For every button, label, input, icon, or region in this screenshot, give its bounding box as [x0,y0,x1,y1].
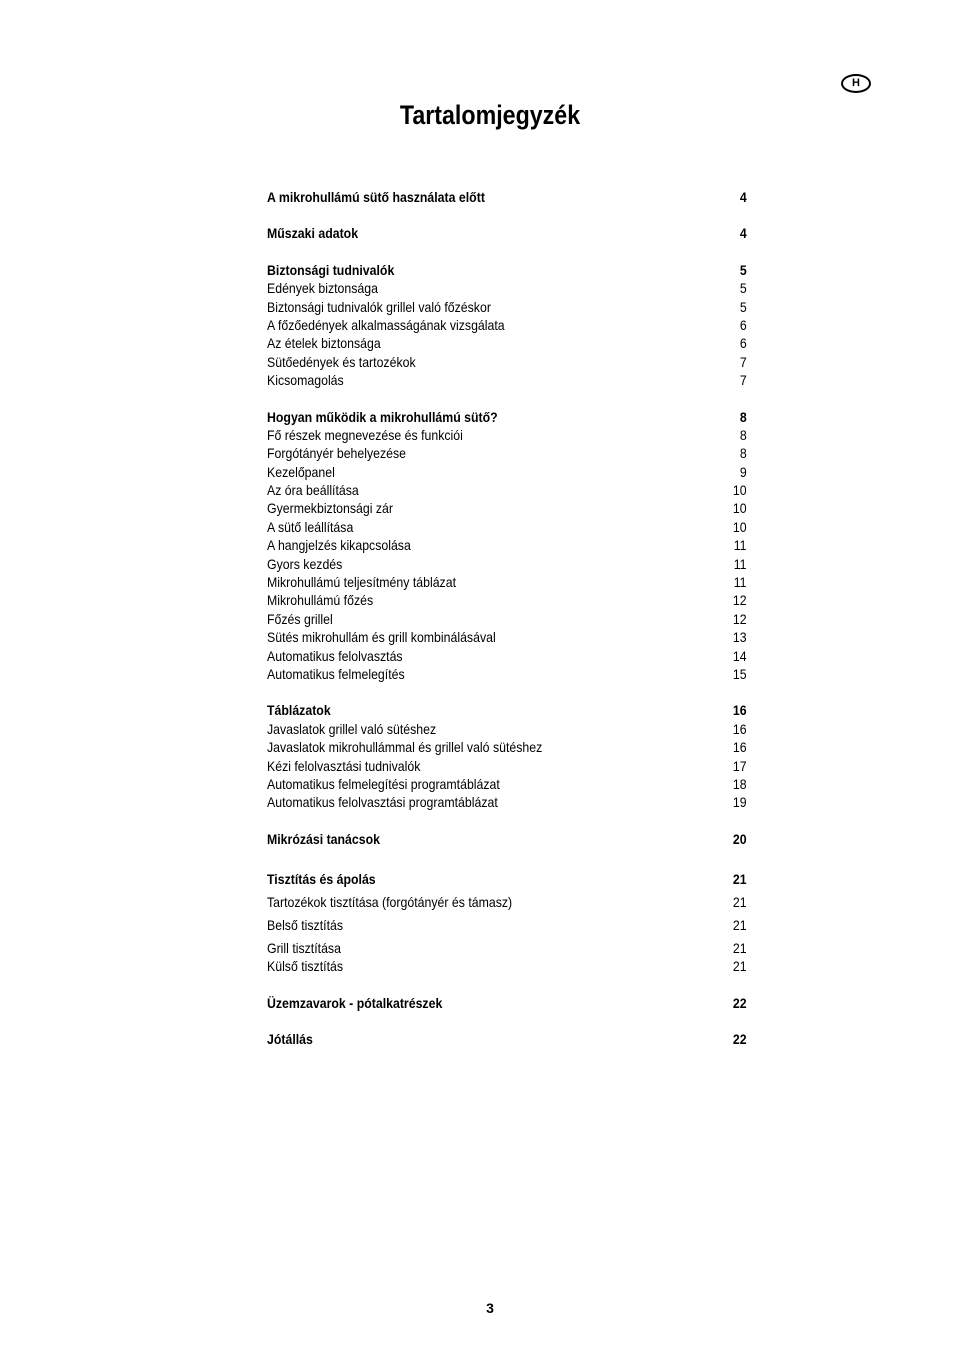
toc-entry-label: A sütő leállítása [267,518,354,535]
toc-entry-label: Tartozékok tisztítása (forgótányér és támasz) [267,894,513,910]
toc-entry[interactable] [267,481,747,499]
toc-entry[interactable] [267,444,747,462]
toc-entry-page: 16 [733,739,747,756]
toc-entry-page: 4 [740,225,747,242]
toc-entry-page: 5 [740,261,747,278]
toc-entry-label: Mikrózási tanácsok [267,830,380,847]
toc-entry-page: 8 [740,408,747,425]
toc-entry-page: 5 [740,280,747,297]
toc-entry[interactable] [267,426,747,444]
toc-entry[interactable] [267,757,747,775]
toc-entry[interactable] [267,957,747,975]
toc-entry-label: Automatikus felolvasztási programtáblázat [267,794,498,811]
toc-entry-label: Tisztítás és ápolás [267,871,376,888]
toc-entry-page: 8 [740,426,747,443]
toc-entry-page: 22 [733,1030,747,1047]
toc-entry-page: 6 [740,316,747,333]
page-title: Tartalomjegyzék [399,100,581,130]
toc-entry-page: 17 [733,757,747,774]
toc-entry-label: Táblázatok [267,702,331,719]
toc-entry-page: 18 [733,775,747,792]
toc-entry-page: 21 [733,894,747,910]
toc-entry[interactable] [267,775,747,793]
toc-entry-label: Belső tisztítás [267,916,344,933]
toc-entry-label: Sütés mikrohullám és grill kombinálásával [267,629,496,646]
toc-entry-page: 10 [733,482,747,499]
toc-entry[interactable] [267,893,747,911]
toc-entry-page: 9 [740,463,747,480]
toc-entry-label: Kézi felolvasztási tudnivalók [267,757,421,774]
toc-entry[interactable] [267,994,747,1012]
toc-entry[interactable] [267,738,747,756]
toc-entry[interactable] [267,701,747,719]
toc-entry-label: Automatikus felolvasztás [267,647,403,664]
toc-entry-page: 15 [733,665,747,682]
toc-entry[interactable] [267,334,747,352]
toc-entry-page: 13 [733,629,747,646]
toc-entry[interactable] [267,1030,747,1048]
toc-entry-page: 12 [733,610,747,627]
toc-entry-label: Forgótányér behelyezése [267,445,407,462]
toc-entry[interactable] [267,316,747,334]
toc-entry[interactable] [267,518,747,536]
toc-entry-label: Sütőedények és tartozékok [267,353,416,370]
toc-entry-page: 21 [733,939,747,956]
toc-entry-label: Mikrohullámú főzés [267,592,374,609]
toc-entry[interactable] [267,298,747,316]
toc-entry[interactable] [267,261,747,279]
toc-entry[interactable] [267,353,747,371]
toc-entry[interactable] [267,647,747,665]
toc-entry-label: Edények biztonsága [267,280,378,297]
toc-entry-label: Javaslatok mikrohullámmal és grillel való sütéshez [267,739,543,756]
toc-entry[interactable] [267,555,747,573]
toc-entry-label: Hogyan működik a mikrohullámú sütő? [267,408,498,425]
toc-entry[interactable] [267,870,747,888]
toc-entry[interactable] [267,665,747,683]
toc-entry-label: Biztonsági tudnivalók [267,261,395,278]
toc-entry-page: 7 [740,353,747,370]
toc-entry-label: Jótállás [267,1030,313,1047]
toc-entry-label: A főzőedények alkalmasságának vizsgálata [267,316,505,333]
toc-entry-label: Kezelőpanel [267,463,335,480]
toc-entry-page: 19 [733,794,747,811]
toc-entry[interactable] [267,573,747,591]
toc-entry-label: Gyors kezdés [267,555,343,572]
table-of-contents [267,188,747,1048]
toc-entry-label: Műszaki adatok [267,225,359,242]
toc-entry[interactable] [267,279,747,297]
toc-entry-label: A mikrohullámú sütő használata előtt [267,189,485,205]
toc-entry-page: 22 [733,994,747,1011]
toc-entry[interactable] [267,916,747,934]
toc-entry[interactable] [267,939,747,957]
toc-entry-page: 5 [740,298,747,315]
toc-entry[interactable] [267,610,747,628]
toc-entry-page: 21 [733,871,747,888]
toc-entry-label: Automatikus felmelegítési programtáblázat [267,775,500,792]
toc-entry[interactable] [267,720,747,738]
toc-entry-label: Kicsomagolás [267,372,344,389]
toc-entry-label: Grill tisztítása [267,939,341,956]
toc-entry[interactable] [267,188,747,206]
toc-entry[interactable] [267,793,747,811]
toc-entry-page: 11 [734,574,747,591]
toc-entry-page: 14 [733,647,747,664]
toc-entry-label: Biztonsági tudnivalók grillel való főzéskor [267,298,491,315]
toc-entry-page: 11 [734,555,747,572]
toc-entry-page: 6 [740,335,747,352]
toc-entry-label: Fő részek megnevezése és funkciói [267,426,463,443]
toc-entry[interactable] [267,371,747,389]
toc-entry[interactable] [267,224,747,242]
toc-entry[interactable] [267,536,747,554]
toc-entry[interactable] [267,463,747,481]
toc-entry-page: 10 [733,500,747,517]
toc-entry-label: Automatikus felmelegítés [267,665,405,682]
toc-entry-page: 7 [740,372,747,389]
toc-entry-label: Külső tisztítás [267,958,344,975]
toc-entry-page: 10 [733,518,747,535]
toc-entry-label: Üzemzavarok - pótalkatrészek [267,994,443,1011]
toc-entry-page: 21 [733,958,747,975]
toc-entry-label: Az óra beállítása [267,482,359,499]
toc-entry[interactable] [267,628,747,646]
toc-entry[interactable] [267,408,747,426]
page-number: 3 [486,1300,494,1316]
toc-entry[interactable] [267,499,747,517]
toc-entry-label: Javaslatok grillel való sütéshez [267,720,437,737]
toc-entry-label: Gyermekbiztonsági zár [267,500,393,517]
toc-entry-label: Mikrohullámú teljesítmény táblázat [267,574,456,591]
toc-entry-page: 21 [733,916,747,933]
toc-entry-page: 8 [740,445,747,462]
toc-entry-page: 20 [733,830,747,847]
toc-entry-label: A hangjelzés kikapcsolása [267,537,411,554]
toc-entry-label: Főzés grillel [267,610,333,627]
toc-entry-page: 16 [733,720,747,737]
toc-entry-page: 4 [740,189,747,205]
language-badge: H [841,74,871,93]
toc-entry-label: Az ételek biztonsága [267,335,381,352]
toc-entry-page: 16 [733,702,747,719]
toc-entry-page: 11 [734,537,747,554]
toc-entry[interactable] [267,591,747,609]
toc-entry[interactable] [267,830,747,848]
toc-entry-page: 12 [733,592,747,609]
